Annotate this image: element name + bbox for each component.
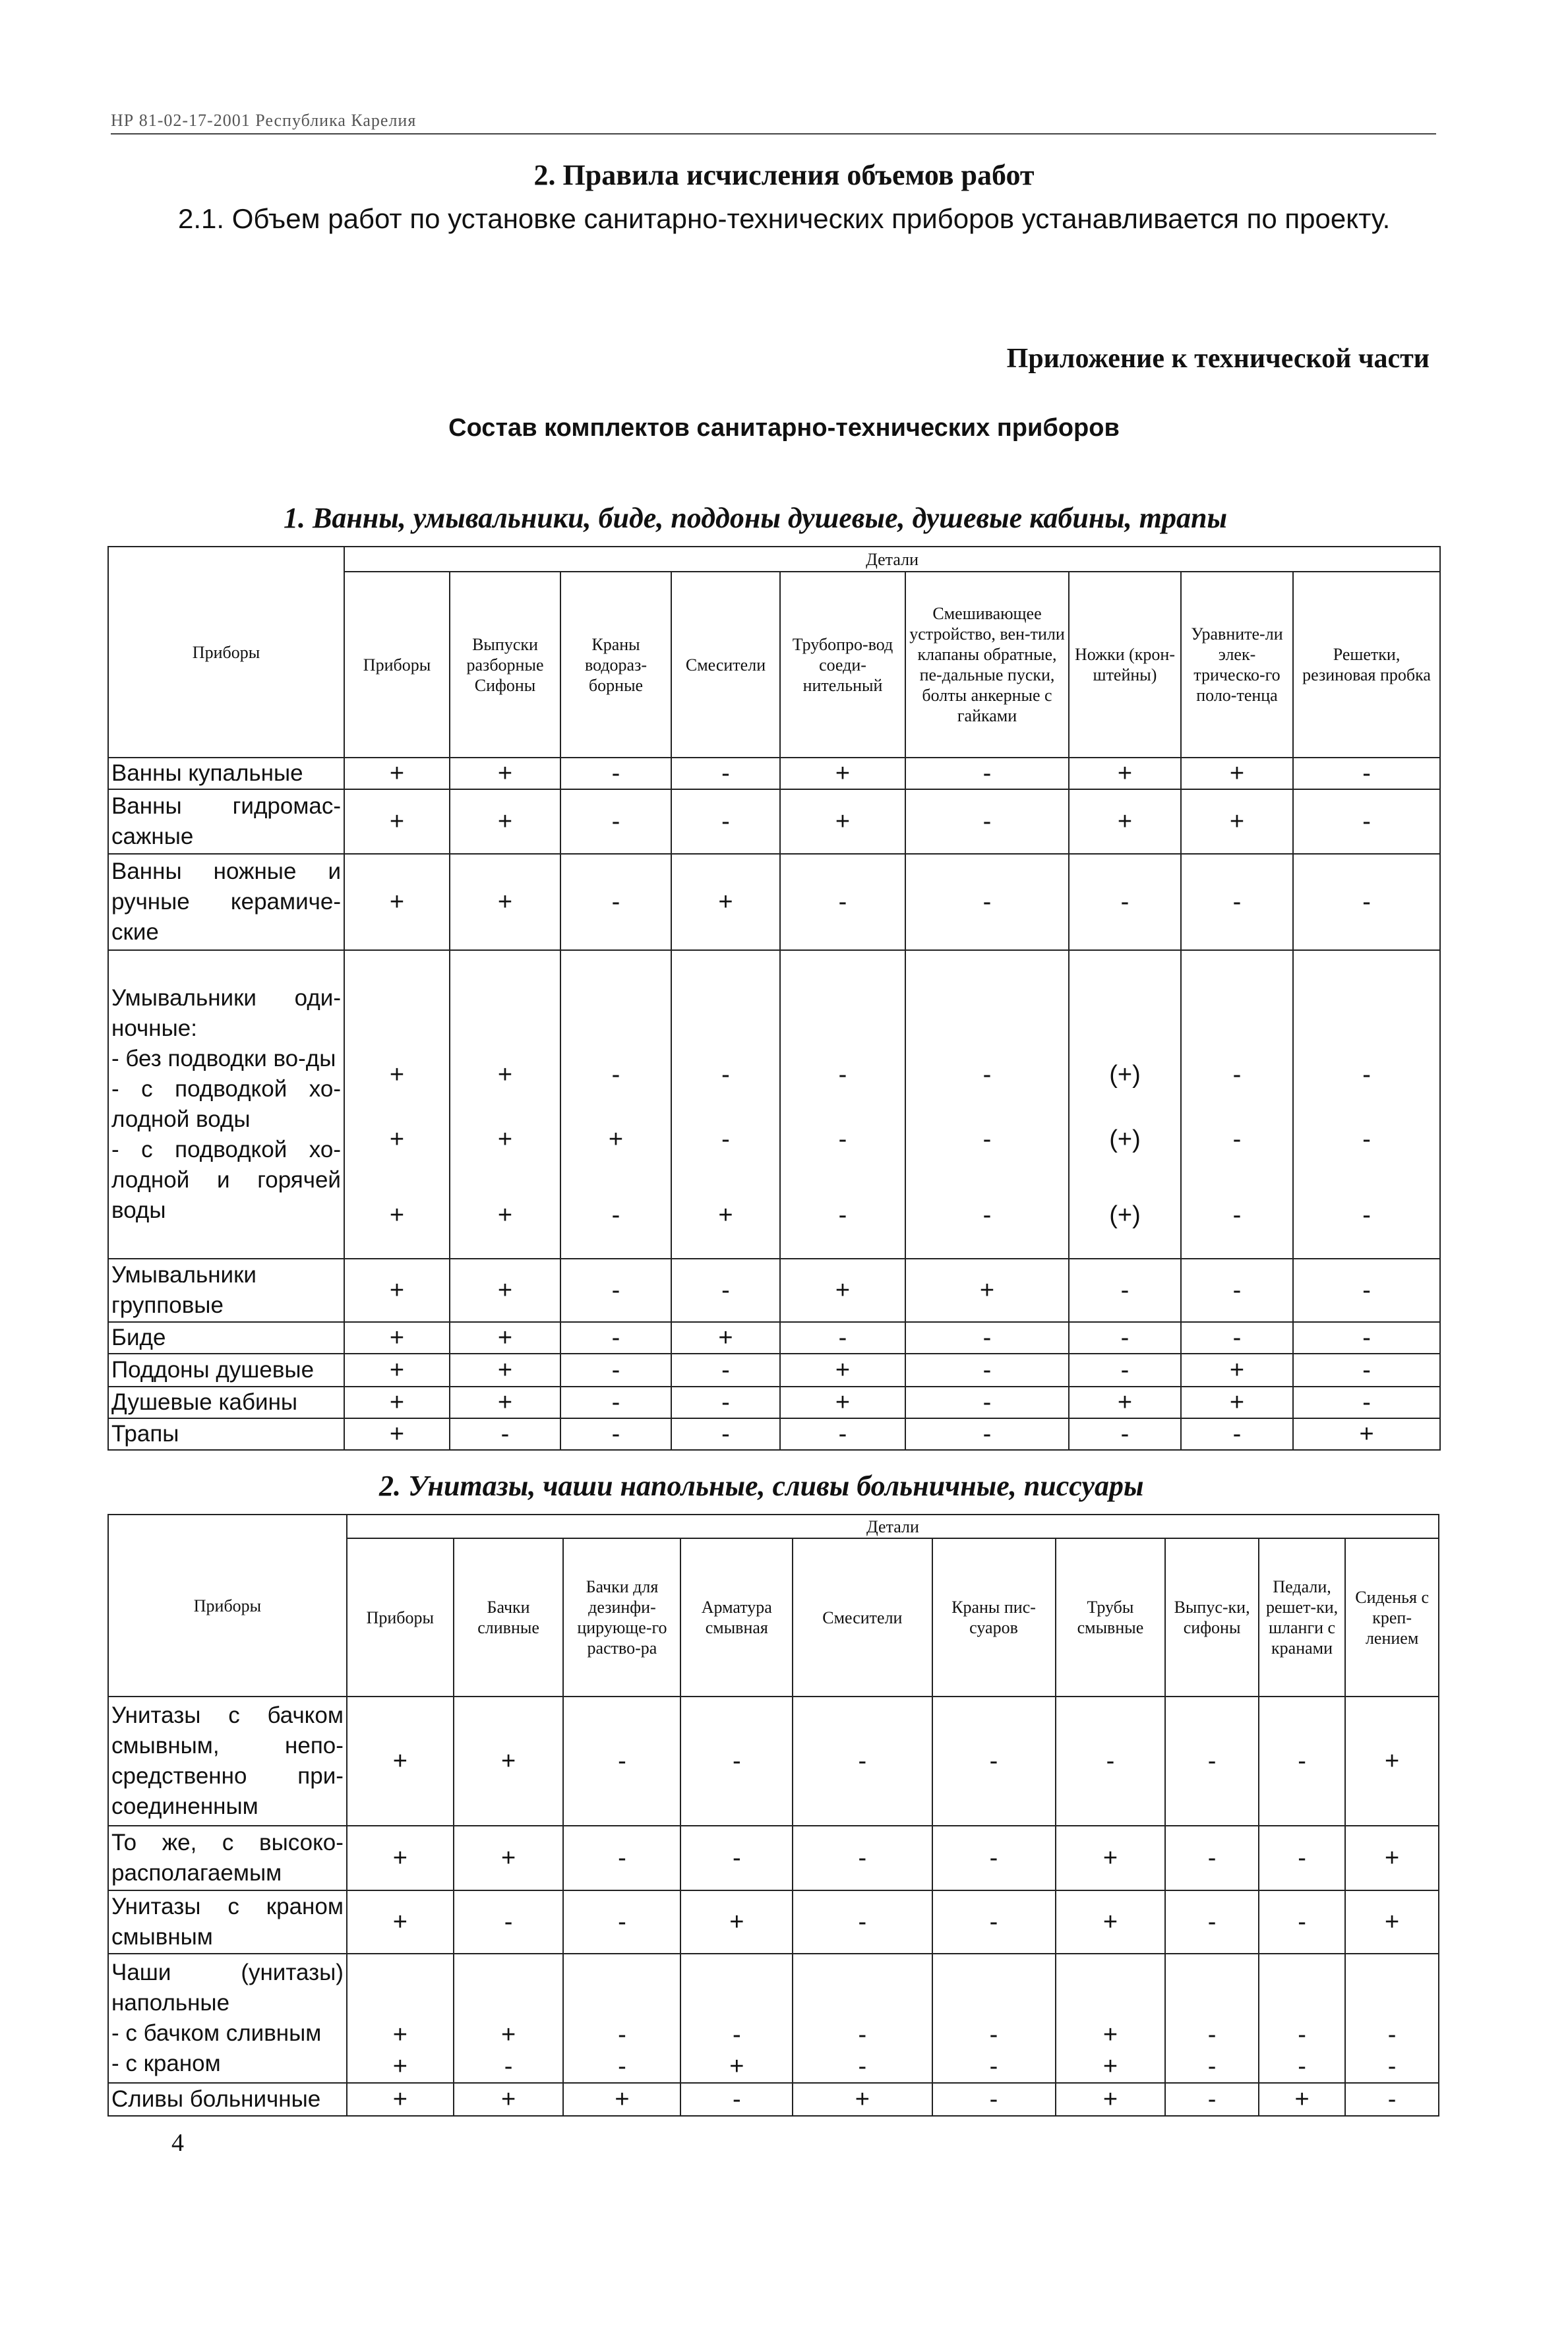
cell-value: +	[344, 758, 450, 789]
cell-value: -	[1298, 2021, 1306, 2049]
cell-value: -	[1387, 2053, 1397, 2080]
cell-value: -	[721, 1126, 730, 1153]
cell-value: +	[780, 1387, 905, 1418]
table-row	[108, 1890, 1439, 1954]
cell-value: (+)	[1109, 1061, 1141, 1089]
cell-value: -	[932, 2083, 1056, 2116]
cell-value: -	[905, 758, 1069, 789]
cell-value: -	[504, 2053, 513, 2080]
cell-value: -	[793, 1826, 932, 1890]
cell-value: -	[982, 1201, 992, 1229]
cell-value: +	[389, 1061, 405, 1089]
cell-value: +	[718, 1201, 733, 1229]
table1-header-devices: Приборы	[108, 547, 344, 758]
table-row	[108, 1418, 1440, 1450]
cell-value-group	[780, 950, 905, 1259]
cell-value: -	[1181, 854, 1293, 950]
table1-col-header: Решетки, резиновая пробка	[1293, 572, 1440, 758]
cell-value: -	[858, 2053, 867, 2080]
row-label: Душевые кабины	[108, 1387, 344, 1418]
cell-value: (+)	[1109, 1201, 1141, 1229]
cell-value: -	[1069, 1259, 1181, 1322]
cell-value: -	[563, 1697, 680, 1826]
cell-value: -	[905, 789, 1069, 854]
cell-value: -	[1293, 758, 1440, 789]
row-label: Ванны ножные и ручные керамиче-ские	[108, 854, 344, 950]
cell-value: -	[1165, 1697, 1259, 1826]
cell-value: -	[1259, 1697, 1345, 1826]
cell-value: +	[344, 1322, 450, 1354]
cell-value: -	[680, 1826, 793, 1890]
cell-value-group	[1259, 1954, 1345, 2083]
cell-value: -	[1293, 1322, 1440, 1354]
paragraph-2-1: 2.1. Объем работ по установке санитарно-технических приборов устанавливается по проекту.	[178, 203, 1391, 234]
cell-value: +	[1102, 2021, 1118, 2049]
cell-value: -	[1293, 1259, 1440, 1322]
cell-value: +	[450, 1354, 560, 1387]
cell-value: -	[1165, 2083, 1259, 2116]
cell-value: -	[560, 1354, 671, 1387]
cell-value: +	[1056, 1890, 1166, 1954]
table2-col-header: Сиденья с креп-лением	[1345, 1538, 1439, 1697]
cell-value: +	[392, 2021, 407, 2049]
cell-value: -	[560, 1387, 671, 1418]
cell-value: +	[1345, 1826, 1439, 1890]
cell-value: -	[450, 1418, 560, 1450]
cell-value: -	[1207, 2021, 1217, 2049]
cell-value: +	[389, 1126, 405, 1153]
cell-value: -	[611, 1201, 620, 1229]
row-label: Унитазы с бачком смывным, непо-средственно при-соединенным	[108, 1697, 347, 1826]
cell-value: +	[392, 2053, 407, 2080]
cell-value: -	[1293, 854, 1440, 950]
cell-value: +	[347, 2083, 454, 2116]
cell-value: -	[1181, 1418, 1293, 1450]
row-label	[108, 950, 344, 1259]
cell-value: -	[1207, 2053, 1217, 2080]
cell-value: +	[497, 1201, 513, 1229]
table-row	[108, 1954, 1439, 2083]
cell-value: +	[1345, 1697, 1439, 1826]
cell-value: -	[932, 1826, 1056, 1890]
table2-col-header: Выпус-ки, сифоны	[1165, 1538, 1259, 1697]
cell-value: +	[454, 1697, 564, 1826]
table-2	[107, 1514, 1439, 2117]
cell-value: +	[1293, 1418, 1440, 1450]
row-label: Ванны купальные	[108, 758, 344, 789]
cell-value: +	[344, 1418, 450, 1450]
cell-value: -	[905, 854, 1069, 950]
table-row	[108, 2083, 1439, 2116]
cell-value: +	[450, 1322, 560, 1354]
cell-value: -	[1345, 2083, 1439, 2116]
cell-value: -	[932, 1697, 1056, 1826]
cell-value: -	[905, 1354, 1069, 1387]
table-row	[108, 1259, 1440, 1322]
row-label-line: - с подводкой хо-лодной и горячей воды	[111, 1137, 341, 1223]
cell-value-group	[1181, 950, 1293, 1259]
cell-value: +	[1259, 2083, 1345, 2116]
cell-value-group	[793, 1954, 932, 2083]
row-label-line: Чаши (унитазы) напольные	[111, 1960, 344, 2016]
cell-value: +	[1069, 1387, 1181, 1418]
cell-value: +	[1345, 1890, 1439, 1954]
cell-value: +	[1069, 789, 1181, 854]
cell-value-group	[563, 1954, 680, 2083]
cell-value-group	[680, 1954, 793, 2083]
cell-value: -	[560, 1322, 671, 1354]
cell-value: +	[450, 789, 560, 854]
cell-value: -	[989, 2021, 998, 2049]
cell-value: +	[344, 1259, 450, 1322]
cell-value: -	[611, 1061, 620, 1089]
table2-col-header: Трубы смывные	[1056, 1538, 1166, 1697]
cell-value: +	[1102, 2053, 1118, 2080]
cell-value: +	[563, 2083, 680, 2116]
cell-value-group	[1165, 1954, 1259, 2083]
cell-value: -	[838, 1126, 847, 1153]
cell-value: -	[989, 2053, 998, 2080]
cell-value: -	[1232, 1201, 1242, 1229]
table1-col-header: Ножки (крон-штейны)	[1069, 572, 1181, 758]
cell-value: +	[671, 854, 780, 950]
cell-value: -	[1232, 1061, 1242, 1089]
table1-col-header: Выпуски разборные Сифоны	[450, 572, 560, 758]
cell-value: -	[1181, 1259, 1293, 1322]
cell-value: -	[563, 1890, 680, 1954]
cell-value: -	[454, 1890, 564, 1954]
composition-title: Состав комплектов санитарно-технических приборов	[448, 414, 1120, 442]
table2-col-header: Приборы	[347, 1538, 454, 1697]
table-row	[108, 1387, 1440, 1418]
table-row	[108, 1826, 1439, 1890]
table2-header-details: Детали	[347, 1515, 1439, 1538]
cell-value: +	[347, 1890, 454, 1954]
cell-value: -	[560, 1418, 671, 1450]
cell-value-group	[1345, 1954, 1439, 2083]
table2-col-header: Краны пис-суаров	[932, 1538, 1056, 1697]
table2-col-header: Бачки сливные	[454, 1538, 564, 1697]
table-row	[108, 1322, 1440, 1354]
table1-col-header: Трубопро-вод соеди-нительный	[780, 572, 905, 758]
cell-value: -	[905, 1418, 1069, 1450]
cell-value: -	[1362, 1126, 1371, 1153]
cell-value: +	[793, 2083, 932, 2116]
table-row	[108, 789, 1440, 854]
cell-value: +	[1181, 789, 1293, 854]
cell-value-group	[1069, 950, 1181, 1259]
cell-value: +	[344, 1387, 450, 1418]
cell-value: -	[671, 758, 780, 789]
table-row	[108, 950, 1440, 1259]
table2-col-header: Смесители	[793, 1538, 932, 1697]
cell-value: -	[905, 1322, 1069, 1354]
table-row	[108, 1354, 1440, 1387]
cell-value: -	[858, 2021, 867, 2049]
appendix-title: Приложение к технической части	[1006, 344, 1430, 374]
cell-value: +	[450, 1387, 560, 1418]
table1-header-details: Детали	[344, 547, 1440, 572]
table-row	[108, 854, 1440, 950]
cell-value: +	[680, 1890, 793, 1954]
running-header: НР 81-02-17-2001 Республика Карелия	[111, 111, 1436, 135]
cell-value: +	[1181, 758, 1293, 789]
cell-value: +	[450, 854, 560, 950]
cell-value-group	[560, 950, 671, 1259]
cell-value-group	[1056, 1954, 1166, 2083]
cell-value: +	[608, 1126, 624, 1153]
row-label: То же, с высоко-располагаемым	[108, 1826, 347, 1890]
cell-value: -	[560, 789, 671, 854]
cell-value: -	[1259, 1826, 1345, 1890]
cell-value: -	[1069, 1418, 1181, 1450]
table1-caption: 1. Ванны, умывальники, биде, поддоны душевые, душевые кабины, трапы	[284, 502, 1228, 534]
cell-value-group	[344, 950, 450, 1259]
cell-value: -	[1362, 1061, 1371, 1089]
cell-value: -	[618, 2021, 626, 2049]
cell-value: -	[932, 1890, 1056, 1954]
cell-value: -	[671, 1387, 780, 1418]
table2-col-header: Арматура смывная	[680, 1538, 793, 1697]
cell-value-group	[1293, 950, 1440, 1259]
cell-value: -	[1165, 1826, 1259, 1890]
cell-value: +	[729, 2053, 744, 2080]
cell-value: -	[1232, 1126, 1242, 1153]
cell-value: +	[905, 1259, 1069, 1322]
section-title: 2. Правила исчисления объемов работ	[533, 159, 1035, 191]
cell-value: -	[563, 1826, 680, 1890]
table1-col-header: Уравните-ли элек-трическо-го поло-тенца	[1181, 572, 1293, 758]
cell-value-group	[905, 950, 1069, 1259]
cell-value: -	[1069, 1322, 1181, 1354]
cell-value: -	[793, 1890, 932, 1954]
table2-col-header: Бачки для дезинфи-цирующе-го раство-ра	[563, 1538, 680, 1697]
row-label-line: - с подводкой хо-лодной воды	[111, 1076, 341, 1132]
cell-value: +	[450, 1259, 560, 1322]
cell-value: +	[454, 2083, 564, 2116]
row-label	[108, 1954, 347, 2083]
cell-value: +	[671, 1322, 780, 1354]
cell-value: -	[1181, 1322, 1293, 1354]
table1-col-header: Смешивающее устройство, вен-тили клапаны обратные, пе-дальные пуски, болты анкерные с гайками	[905, 572, 1069, 758]
cell-value: -	[838, 1201, 847, 1229]
cell-value: +	[497, 1126, 513, 1153]
page-number: 4	[171, 2129, 184, 2157]
cell-value: +	[344, 789, 450, 854]
cell-value: -	[1069, 1354, 1181, 1387]
cell-value: +	[344, 1354, 450, 1387]
table2-header-devices: Приборы	[108, 1515, 347, 1697]
cell-value: -	[671, 1418, 780, 1450]
cell-value: -	[1165, 1890, 1259, 1954]
cell-value: -	[1298, 2053, 1306, 2080]
cell-value: -	[1293, 1354, 1440, 1387]
cell-value: -	[780, 1322, 905, 1354]
cell-value: +	[780, 789, 905, 854]
cell-value: -	[732, 2021, 741, 2049]
cell-value: +	[780, 758, 905, 789]
cell-value: -	[1362, 1201, 1371, 1229]
cell-value: -	[671, 789, 780, 854]
cell-value: +	[1056, 2083, 1166, 2116]
cell-value: +	[497, 1061, 513, 1089]
cell-value: -	[671, 1259, 780, 1322]
cell-value: +	[344, 854, 450, 950]
cell-value-group	[347, 1954, 454, 2083]
table2-col-header: Педали, решет-ки, шланги с кранами	[1259, 1538, 1345, 1697]
cell-value: -	[1056, 1697, 1166, 1826]
table1-col-header: Смесители	[671, 572, 780, 758]
cell-value: +	[347, 1697, 454, 1826]
row-label: Ванны гидромас-сажные	[108, 789, 344, 854]
cell-value: +	[454, 1826, 564, 1890]
cell-value: -	[1259, 1890, 1345, 1954]
cell-value: +	[780, 1354, 905, 1387]
table-row	[108, 758, 1440, 789]
row-label-line: Умывальники оди-ночные:	[111, 985, 341, 1041]
cell-value: +	[347, 1826, 454, 1890]
table1-col-header: Краны водораз-борные	[560, 572, 671, 758]
row-label: Поддоны душевые	[108, 1354, 344, 1387]
row-label: Сливы больничные	[108, 2083, 347, 2116]
cell-value-group	[450, 950, 560, 1259]
row-label: Биде	[108, 1322, 344, 1354]
cell-value: +	[780, 1259, 905, 1322]
cell-value-group	[932, 1954, 1056, 2083]
cell-value-group	[671, 950, 780, 1259]
row-label-line: - без подводки во-ды	[111, 1046, 336, 1071]
cell-value: -	[1293, 789, 1440, 854]
table-row	[108, 1697, 1439, 1826]
row-label: Унитазы с краном смывным	[108, 1890, 347, 1954]
cell-value: -	[560, 854, 671, 950]
cell-value: -	[618, 2053, 626, 2080]
cell-value: -	[671, 1354, 780, 1387]
cell-value: -	[560, 758, 671, 789]
cell-value: +	[1056, 1826, 1166, 1890]
cell-value: +	[500, 2021, 516, 2049]
cell-value: -	[680, 1697, 793, 1826]
cell-value: -	[838, 1061, 847, 1089]
cell-value: +	[389, 1201, 405, 1229]
cell-value: (+)	[1109, 1126, 1141, 1153]
row-label-line: - с краном	[111, 2051, 221, 2076]
cell-value-group	[454, 1954, 564, 2083]
cell-value: -	[1069, 854, 1181, 950]
cell-value: +	[1181, 1387, 1293, 1418]
cell-value: -	[905, 1387, 1069, 1418]
table2-caption: 2. Унитазы, чаши напольные, сливы больничные, писсуары	[379, 1470, 1144, 1502]
cell-value: -	[1387, 2021, 1397, 2049]
cell-value: -	[780, 1418, 905, 1450]
row-label-line: - с бачком сливным	[111, 2020, 322, 2046]
cell-value: -	[780, 854, 905, 950]
cell-value: -	[793, 1697, 932, 1826]
cell-value: +	[1181, 1354, 1293, 1387]
cell-value: -	[721, 1061, 730, 1089]
row-label: Трапы	[108, 1418, 344, 1450]
cell-value: +	[1069, 758, 1181, 789]
cell-value: -	[982, 1061, 992, 1089]
table-1	[107, 546, 1441, 1451]
cell-value: -	[560, 1259, 671, 1322]
cell-value: -	[680, 2083, 793, 2116]
cell-value: -	[1293, 1387, 1440, 1418]
table1-col-header: Приборы	[344, 572, 450, 758]
cell-value: -	[982, 1126, 992, 1153]
cell-value: +	[450, 758, 560, 789]
row-label: Умывальники групповые	[108, 1259, 344, 1322]
